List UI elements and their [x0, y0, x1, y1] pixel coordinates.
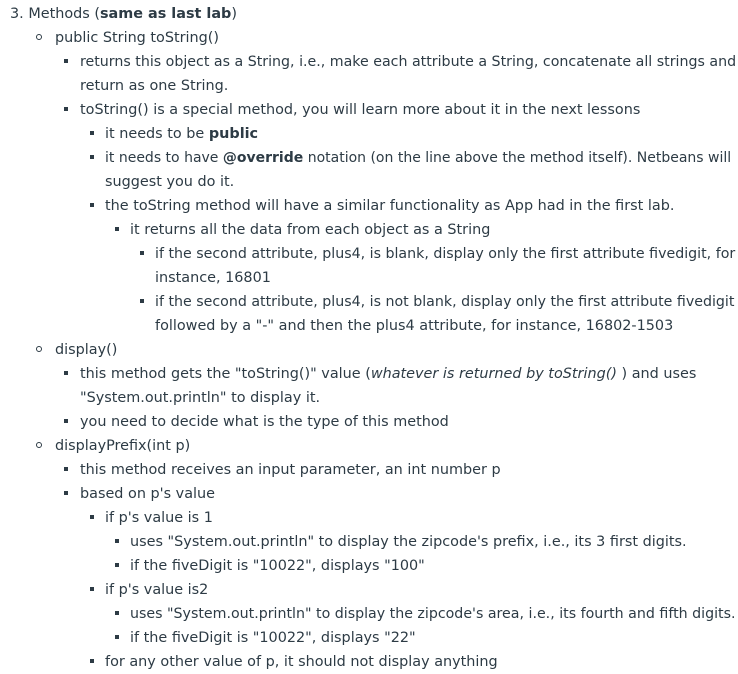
prefix-if1-uses: uses "System.out.println" to display the zipcode's prefix, i.e., its 3 first digits. [130, 534, 687, 550]
prefix-if2: if p's value is2 [105, 582, 209, 598]
section-heading [10, 2, 237, 26]
square-bullet-icon [115, 563, 119, 567]
display-decide: you need to decide what is the type of this method [80, 414, 449, 430]
square-bullet-icon [90, 587, 94, 591]
blank-line1: if the second attribute, plus4, is blank, display only the first attribute fivedigit, for [155, 246, 736, 262]
square-bullet-icon [64, 107, 68, 111]
tostring-returns-line2: return as one String. [80, 78, 229, 94]
circle-bullet-icon [36, 34, 42, 40]
tostring-returns-line1: returns this object as a String, i.e., make each attribute a String, concatenate all strings and [80, 54, 737, 70]
square-bullet-icon [90, 659, 94, 663]
method-display-title: display() [55, 342, 118, 358]
prefix-if2-uses: uses "System.out.println" to display the zipcode's area, i.e., its fourth and fifth digits. [130, 606, 736, 622]
needs-public [105, 122, 258, 146]
square-bullet-icon [115, 611, 119, 615]
circle-bullet-icon [36, 346, 42, 352]
square-bullet-icon [115, 539, 119, 543]
square-bullet-icon [64, 59, 68, 63]
override-text: it needs to have [105, 150, 223, 166]
square-bullet-icon [64, 467, 68, 471]
circle-bullet-icon [36, 442, 42, 448]
display-gets-line2: "System.out.println" to display it. [80, 390, 321, 406]
display-gets-post: ) and uses [616, 366, 697, 382]
prefix-receives: this method receives an input parameter, an int number p [80, 462, 501, 478]
prefix-if1: if p's value is 1 [105, 510, 213, 526]
square-bullet-icon [64, 419, 68, 423]
override-text-post: notation (on the line above the method itself). Netbeans will [303, 150, 732, 166]
prefix-if2-example: if the fiveDigit is "10022", displays "22" [130, 630, 416, 646]
square-bullet-icon [90, 203, 94, 207]
needs-override [105, 146, 731, 170]
square-bullet-icon [115, 635, 119, 639]
section-title-bold: same as last lab [99, 6, 232, 22]
square-bullet-icon [64, 491, 68, 495]
display-gets-text: this method gets the "toString()" value ( [80, 366, 371, 382]
square-bullet-icon [115, 227, 119, 231]
prefix-if1-example: if the fiveDigit is "10022", displays "100" [130, 558, 425, 574]
display-gets-line1 [80, 362, 696, 386]
section-number: 3. [10, 6, 24, 22]
section-title: Methods ( [28, 6, 100, 22]
prefix-based: based on p's value [80, 486, 215, 502]
needs-public-bold: public [208, 126, 259, 142]
method-tostring-title: public String toString() [55, 30, 220, 46]
square-bullet-icon [140, 299, 144, 303]
override-bold: @override [222, 150, 304, 166]
display-gets-italic: whatever is returned by toString() [370, 366, 617, 382]
section-title-close: ) [231, 6, 237, 22]
returns-all-data: it returns all the data from each object as a String [130, 222, 491, 238]
square-bullet-icon [90, 155, 94, 159]
notblank-line2: followed by a "-" and then the plus4 attribute, for instance, 16802-1503 [155, 318, 674, 334]
blank-line2: instance, 16801 [155, 270, 271, 286]
similar-functionality: the toString method will have a similar functionality as App had in the first lab. [105, 198, 675, 214]
notblank-line1: if the second attribute, plus4, is not blank, display only the first attribute fivedigit [155, 294, 735, 310]
override-line2: suggest you do it. [105, 174, 235, 190]
square-bullet-icon [90, 131, 94, 135]
square-bullet-icon [64, 371, 68, 375]
tostring-special: toString() is a special method, you will learn more about it in the next lessons [80, 102, 641, 118]
prefix-other: for any other value of p, it should not display anything [105, 654, 498, 670]
needs-public-text: it needs to be [105, 126, 209, 142]
square-bullet-icon [90, 515, 94, 519]
square-bullet-icon [140, 251, 144, 255]
method-displayprefix-title: displayPrefix(int p) [55, 438, 191, 454]
